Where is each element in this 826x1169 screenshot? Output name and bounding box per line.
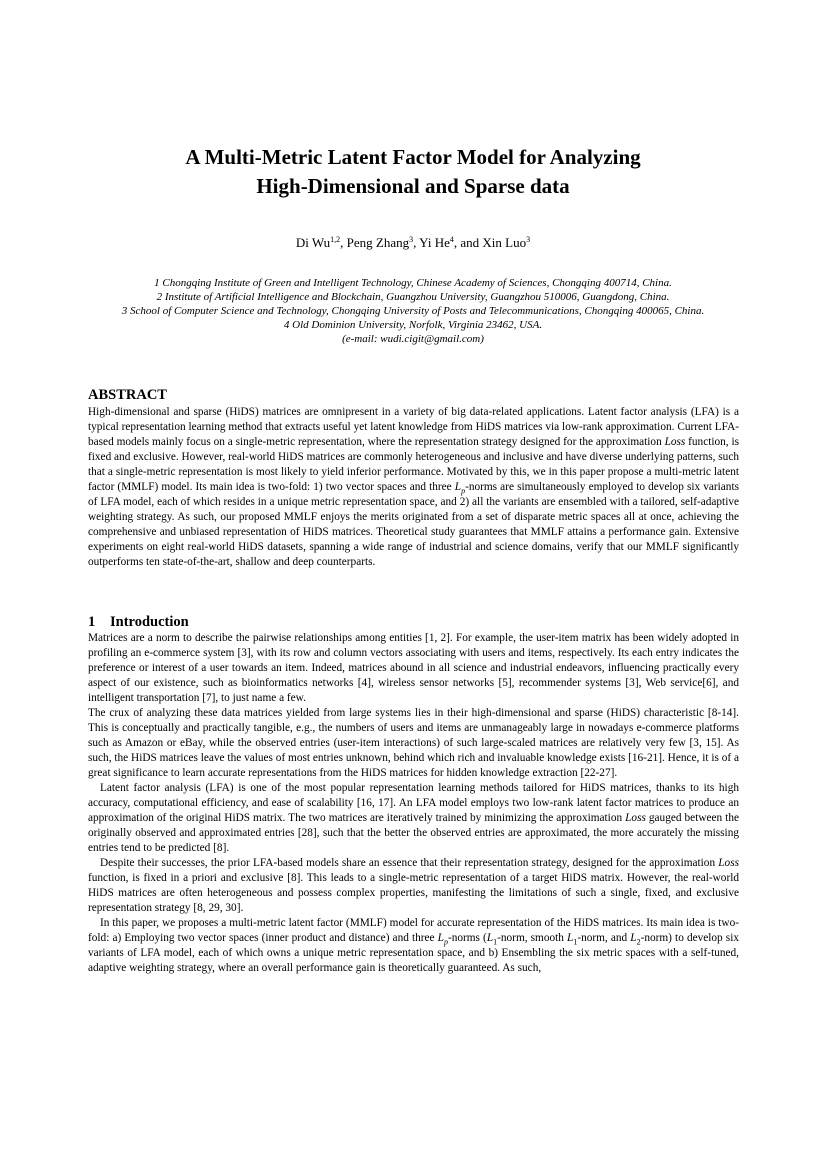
abstract-text-2: function, is fixed and exclusive. However, real-world HiDS matrices are commonly heterogeneous and inclusive and have diverse underlying patterns, such that a single-metric representation is most likely to yield inferior performance. Motivated by this, we in this paper propose a multi-metric latent factor (MMLF) model. Its main idea is two-fold: 1) two vector spaces and three	[88, 436, 739, 493]
affiliation-1: 1 Chongqing Institute of Green and Intelligent Technology, Chinese Academy of Sciences, Chongqing 400714, China.	[154, 277, 672, 289]
intro-paragraph-3	[88, 781, 739, 856]
author-affiliation-mark: 3	[409, 235, 414, 244]
l1-norm-subscript: 1	[493, 937, 498, 947]
title-line-1: A Multi-Metric Latent Factor Model for Analyzing	[185, 145, 641, 169]
intro-p3-text-2: gauged between the originally observed and approximated entries [28], such that the better the observed entries are approximated, the more accurately the missing entries tend to be predicted [8].	[88, 812, 739, 854]
smooth-l1-norm-subscript: 1	[573, 937, 578, 947]
intro-paragraph-4	[88, 856, 739, 916]
intro-p5-text-4: -norm, and	[577, 932, 631, 944]
section-number: 1	[88, 614, 96, 630]
introduction-heading	[88, 613, 189, 631]
intro-p4-loss-term: Loss	[718, 857, 739, 869]
lp-norm-subscript: p	[443, 937, 448, 947]
author-affiliation-mark: 4	[449, 235, 454, 244]
intro-p5-text-5: -norm) to develop six variants of LFA model, each of which owns a unique metric representation space, and b) Ensembling the six metric spaces with a self-tuned, adaptive weighting strategy, where an overall performance gain is theoretically guaranteed. As such,	[88, 932, 739, 974]
abstract-paragraph	[88, 405, 739, 570]
introduction-body	[88, 631, 739, 976]
intro-p3-loss-term: Loss	[625, 812, 646, 824]
abstract-heading: ABSTRACT	[88, 387, 167, 403]
author-affiliation-mark: 1,2	[330, 235, 341, 244]
author-name: Yi He	[419, 235, 450, 250]
author-list	[80, 235, 746, 251]
lp-norm-symbol: L	[437, 932, 444, 944]
abstract-loss-term: Loss	[664, 436, 686, 448]
author-name: Di Wu	[295, 235, 331, 250]
intro-p4-text-2: function, is fixed in a priori and exclusive [8]. This leads to a single-metric representation of a target HiDS matrix. However, the real-world HiDS matrices are often heterogeneous and possess complex properties, manifesting the limitations of such a single, fixed, and exclusive representation strategy [8, 29, 30].	[88, 872, 739, 914]
smooth-l1-norm-symbol: L	[567, 932, 574, 944]
title-line-2: High-Dimensional and Sparse data	[256, 174, 570, 198]
l1-norm-symbol: L	[486, 932, 494, 944]
section-title: Introduction	[110, 614, 189, 630]
intro-p5-text-2: -norms (	[447, 932, 487, 944]
email-address[interactable]: wudi.cigit@gmail.com)	[380, 333, 484, 345]
contact-email	[80, 332, 746, 346]
abstract-body	[88, 405, 739, 570]
affiliations	[80, 276, 746, 346]
author-separator: ,	[413, 235, 420, 250]
author-name: Xin Luo	[482, 235, 527, 250]
author-name: Peng Zhang	[346, 235, 410, 250]
intro-p3-text-1: Latent factor analysis (LFA) is one of the most popular representation learning methods tailored for HiDS matrices, thanks to its high accuracy, computational efficiency, and ease of scalability [16, 17]. An LFA model employs two low-rank latent factor matrices to produce an approximation of the original HiDS matrix. The two matrices are iteratively trained by minimizing the approximation	[88, 782, 739, 824]
intro-paragraph-1: Matrices are a norm to describe the pairwise relationships among entities [1, 2]. For example, the user-item matrix has been widely adopted in profiling an e-commerce system [3], with its row and column vectors associating with users and items, respectively. Its each entry indicates the preference or interest of a user towards an item. Indeed, matrices abound in all science and industrial endeavors, influencing practically every aspect of our existence, such as bioinformatics networks [4], wireless sensor networks [5], recommender systems [3], Web service[6], and intelligent transportation [7], to just name a few.	[88, 632, 739, 704]
intro-paragraph-5	[88, 916, 739, 976]
email-prefix: (e-mail:	[342, 333, 381, 345]
lp-norm-symbol: L	[454, 481, 462, 493]
author-separator: ,	[340, 235, 347, 250]
author-separator: , and	[453, 235, 483, 250]
lp-norm-subscript: p	[461, 486, 466, 496]
affiliation-4: 4 Old Dominion University, Norfolk, Virginia 23462, USA.	[283, 319, 543, 331]
author-affiliation-mark: 3	[526, 235, 531, 244]
l2-norm-symbol: L	[630, 932, 637, 944]
intro-p5-text-3: -norm, smooth	[497, 932, 568, 944]
affiliation-2: 2 Institute of Artificial Intelligence and Blockchain, Guangzhou University, Guangzhou 510006, Guangdong, China.	[156, 291, 670, 303]
intro-p5-text-1: In this paper, we proposes a multi-metric latent factor (MMLF) model for accurate representation of the HiDS matrices. Its main idea is two-fold: a) Employing two vector spaces (inner product and distance) and three	[88, 917, 739, 944]
intro-paragraph-2: The crux of analyzing these data matrices yielded from large systems lies in their high-dimensional and sparse (HiDS) characteristic [8-14]. This is conceptually and practically tangible, e.g., the numbers of users and items are unmanageably large in nowadays e-commerce platforms such as Amazon or eBay, while the observed entries (user-item interactions) of such large-scaled matrices are relatively very few [3, 15]. As such, the HiDS matrices leave the values of most entries unknown, behind which rich and invaluable knowledge exists [16-21]. Hence, it is of a great significance to learn accurate representations from the HiDS matrices for hidden knowledge extraction [22-27].	[88, 707, 739, 779]
abstract-text-1: High-dimensional and sparse (HiDS) matrices are omnipresent in a variety of big data-related applications. Latent factor analysis (LFA) is a typical representation learning method that extracts useful yet latent knowledge from HiDS matrices via low-rank approximation. Current LFA-based models mainly focus on a single-metric representation, where the representation strategy designed for the approximation	[88, 406, 739, 448]
abstract-text-3: -norms are simultaneously employed to develop six variants of LFA model, each of which resides in a unique metric representation space, and 2) all the variants are ensembled with a tailored, self-adaptive weighting strategy. As such, our proposed MMLF enjoys the merits originated from a set of disparate metric spaces all at once, achieving the comprehensive and unbiased representation of HiDS matrices. Theoretical study guarantees that MMLF attains a performance gain. Extensive experiments on eight real-world HiDS datasets, spanning a wide range of industrial and science domains, verify that our MMLF significantly outperforms ten state-of-the-art, shallow and deep counterparts.	[88, 481, 739, 568]
paper-title	[80, 143, 746, 201]
affiliation-3: 3 School of Computer Science and Technology, Chongqing University of Posts and Telecommunications, Chongqing 400065, China.	[121, 305, 705, 317]
intro-p4-text-1: Despite their successes, the prior LFA-based models share an essence that their representation strategy, designed for the approximation	[100, 857, 719, 869]
l2-norm-subscript: 2	[636, 937, 641, 947]
